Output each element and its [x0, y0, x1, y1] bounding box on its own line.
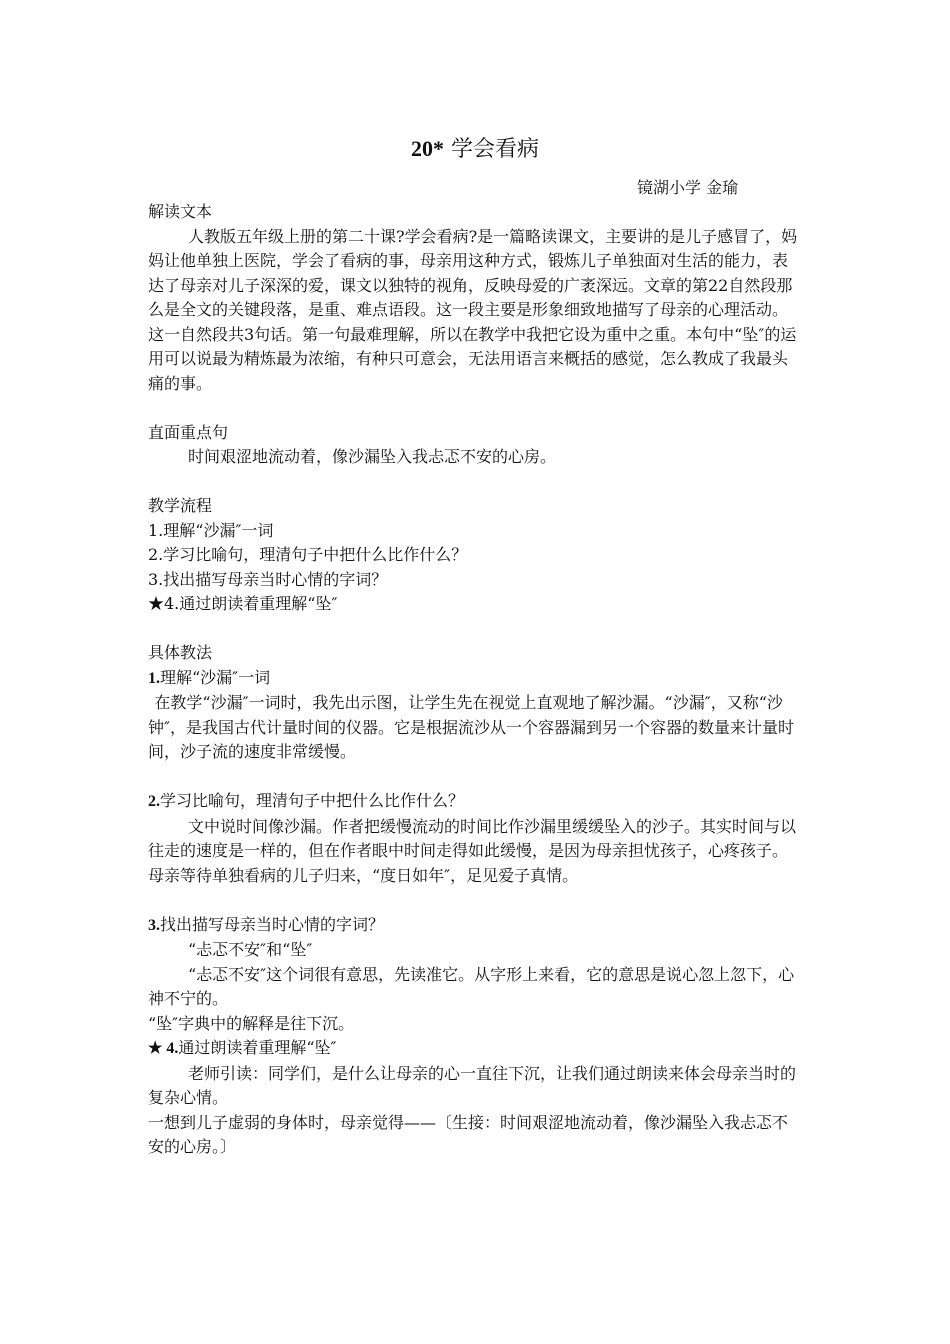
method-4-heading	[148, 1036, 800, 1062]
process-item: 3.找出描写母亲当时心情的字词？	[148, 569, 388, 589]
process-item: ★4.通过朗读着重理解“坠″	[148, 594, 338, 613]
method-1-heading	[148, 666, 800, 692]
method-2-number: 2.	[148, 793, 160, 810]
section-heading-key-sentence: 直面重点句	[148, 422, 229, 442]
section-heading-process: 教学流程	[148, 496, 213, 515]
spacer	[148, 396, 800, 421]
method-4-title: 通过朗读着重理解“坠″	[178, 1038, 337, 1057]
process-item: 1.理解“沙漏″一词	[148, 520, 274, 540]
key-sentence: 时间艰涩地流动着，像沙漏坠入我忐忑不安的心房。	[188, 447, 557, 466]
spacer	[148, 617, 800, 642]
method-2-paragraph: 文中说时间像沙漏。作者把缓慢流动的时间比作沙漏里缓缓坠入的沙子。其实时间与以往走的速度是一样的，但在作者眼中时间走得如此缓慢，是因为母亲担忧孩子，心疼孩子。母亲等待单独看病的儿子归来，“度日如年″，足见爱子真情。	[148, 816, 797, 885]
method-3-line: “忐忑不安″和“坠″	[188, 940, 313, 959]
section-heading-reading: 解读文本	[148, 202, 213, 221]
spacer	[148, 470, 800, 495]
method-2-title: 学习比喻句，理清句子中把什么比作什么？	[160, 791, 465, 810]
section-heading-methods: 具体教法	[148, 643, 213, 662]
method-1-title: 理解“沙漏″一词	[160, 667, 271, 687]
reading-paragraph: 人教版五年级上册的第二十课?学会看病?是一篇略读课文，主要讲的是儿子感冒了，妈妈让他单独上医院，学会了看病的事，母亲用这种方式，锻炼儿子单独面对生活的能力，表达了母亲对儿子深深的爱，课文以独特的视角，反映母爱的广袤深远。文章的第22自然段那么是全文的关键段落，是重、难点语段。这一段主要是形象细致地描写了母亲的心理活动。这一自然段共3句话。第一句最难理解，所以在教学中我把它设为重中之重。本句中“坠″的运用可以说最为精炼最为浓缩，有种只可意会，无法用语言来概括的感觉，怎么教成了我最头痛的事。	[148, 226, 798, 393]
method-4-number: ★ 4.	[148, 1040, 179, 1057]
method-3-line: “坠″字典中的解释是往下沉。	[148, 1013, 355, 1033]
document-title	[0, 136, 950, 163]
spacer	[148, 765, 800, 790]
title-number: 20*	[410, 136, 444, 161]
method-1-number: 1.	[148, 669, 160, 687]
method-3-heading	[148, 913, 800, 939]
method-4-paragraph: 老师引读：同学们，是什么让母亲的心一直往下沉，让我们通过朗读来体会母亲当时的复杂心情。	[148, 1063, 797, 1107]
document-body	[148, 200, 800, 1160]
title-text: 学会看病	[450, 137, 539, 162]
method-2-heading	[148, 789, 800, 815]
method-1-paragraph: 在教学“沙漏″一词时，我先出示图，让学生先在视觉上直观地了解沙漏。“沙漏″，又称“沙钟″，是我国古代计量时间的仪器。它是根据流沙从一个容器漏到另一个容器的数量来计量时间，沙子流的速度非常缓慢。	[148, 693, 794, 761]
method-4-paragraph: 一想到儿子虚弱的身体时，母亲觉得——〔生接：时间艰涩地流动着，像沙漏坠入我忐忑不安的心房。〕	[148, 1112, 789, 1156]
method-3-line: “忐忑不安″这个词很有意思，先读准它。从字形上来看，它的意思是说心忽上忽下，心神不宁的。	[148, 964, 795, 1008]
spacer	[148, 888, 800, 913]
process-item: 2.学习比喻句，理清句子中把什么比作什么？	[148, 545, 468, 564]
method-3-number: 3.	[148, 916, 160, 934]
method-3-title: 找出描写母亲当时心情的字词？	[160, 914, 385, 934]
author-line: 镜湖小学 金瑜	[637, 178, 739, 197]
